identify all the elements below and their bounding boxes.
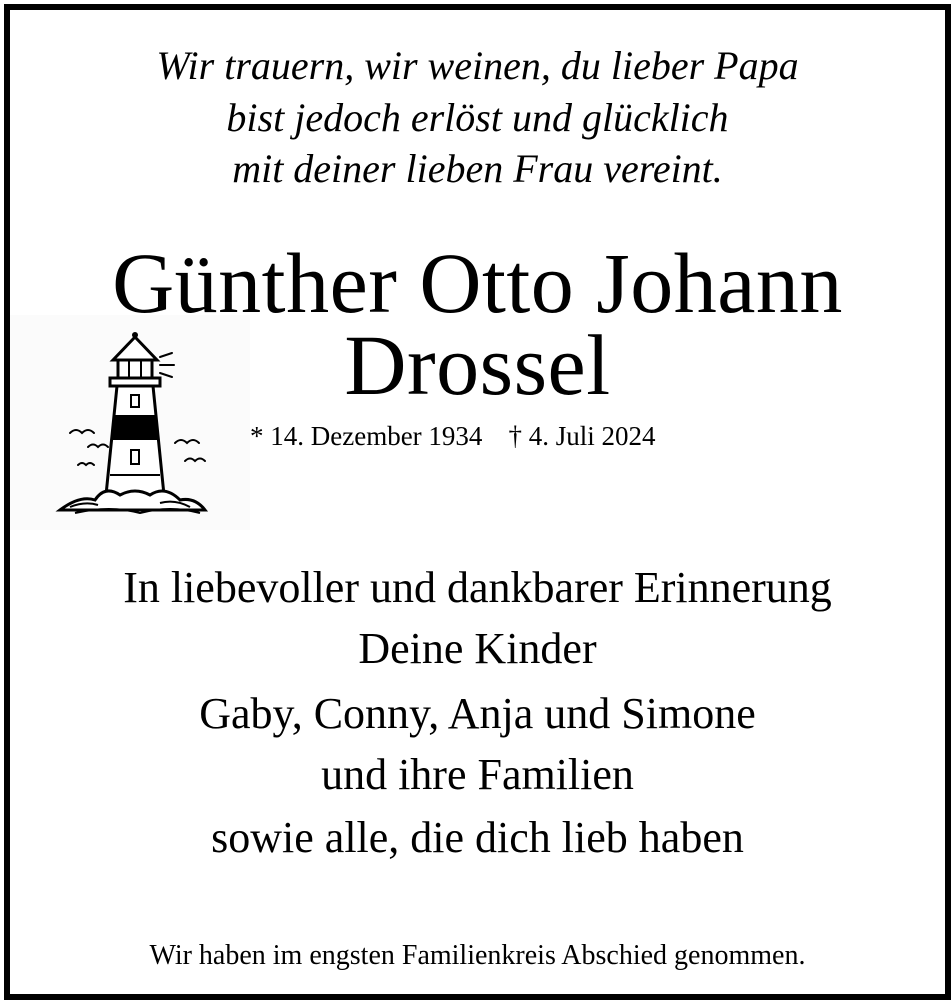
memorial-line-2: Deine Kinder — [358, 624, 597, 673]
memorial-line-1: In liebevoller und dankbarer Erinnerung — [123, 563, 832, 612]
deceased-name-line-1: Günther Otto Johann — [112, 235, 843, 331]
memorial-line-3: Gaby, Conny, Anja und Simone — [199, 689, 756, 738]
verse-line-1: Wir trauern, wir weinen, du lieber Papa — [156, 43, 799, 88]
footer-note: Wir haben im engsten Familienkreis Abschied genommen. — [149, 940, 806, 971]
obituary-notice — [4, 4, 951, 1000]
birth-date: * 14. Dezember 1934 — [250, 421, 483, 451]
life-dates — [250, 420, 655, 452]
deceased-name-line-2: Drossel — [344, 317, 611, 413]
verse-line-2: bist jedoch erlöst und glücklich — [226, 95, 729, 140]
memorial-line-4: und ihre Familien — [321, 750, 634, 799]
memorial-line-5: sowie alle, die dich lieb haben — [211, 813, 744, 862]
death-date: † 4. Juli 2024 — [508, 421, 656, 451]
verse-line-3: mit deiner lieben Frau vereint. — [232, 146, 723, 191]
